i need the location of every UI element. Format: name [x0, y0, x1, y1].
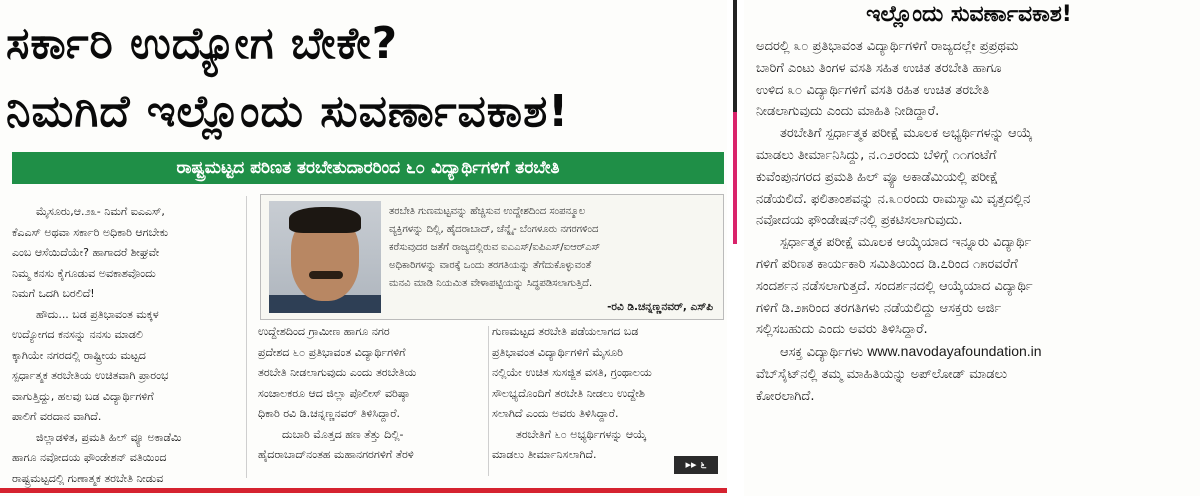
col2-line: ಪ್ರದೇಶದ ೬೦ ಪ್ರತಿಭಾವಂತ ವಿದ್ಯಾರ್ಥಿಗಳಿಗೆ: [258, 345, 406, 359]
col1-line: ಕ್ಕಾಗಿಯೇ ನಗರದಲ್ಲಿ ರಾಷ್ಟ್ರೀಯ ಮಟ್ಟದ: [12, 348, 146, 362]
col1-line: ಪಾಲಿಗೆ ವರದಾನ ವಾಗಿದೆ.: [12, 410, 102, 423]
quote-line: ಕರೆಸುವುದರ ಜತೆಗೆ ರಾಜ್ಯದಲ್ಲಿರುವ ಐಎಎಸ್/ಐಪಿಎಸ್/ಐಆರ್‌ಎಸ್: [389, 242, 601, 253]
sidebar-line: ಸಂದರ್ಶನ ನಡೆಸಲಾಗುತ್ತದೆ. ಸಂದರ್ಶನದಲ್ಲಿ ಆಯ್ಕೆಯಾದ ವಿದ್ಯಾರ್ಥಿ: [756, 278, 1033, 294]
sidebar-line: ಮಾಡಲು ತೀರ್ಮಾನಿಸಿದ್ದು, ನ.೧೨ರಂದು ಬೆಳಿಗ್ಗೆ ೧೧ಗಂಟೆಗೆ: [756, 147, 997, 163]
sidebar-line: [756, 341, 1192, 364]
sidebar-line: ವೆಬ್‌ಸೈಟ್‌ನಲ್ಲಿ ತಮ್ಮ ಮಾಹಿತಿಯನ್ನು ಅಪ್‌ಲೋಡ್ ಮಾಡಲು: [756, 366, 1008, 382]
col1-line: ಜಿಲ್ಲಾಡಳಿತ, ಪ್ರಮತಿ ಹಿಲ್ ವ್ಯೂ ಅಕಾಡೆಮಿ: [36, 430, 182, 444]
quote-box: [260, 194, 724, 320]
footer-red-rule: [0, 488, 727, 493]
col1-line: ಹಾಗೂ ನವೋದಯ ಫೌಂಡೇಶನ್ ವತಿಯಿಂದ: [12, 451, 167, 464]
col3-line: ಗುಣಮಟ್ಟದ ತರಬೇತಿ ಪಡೆಯಲಾಗದ ಬಡ: [492, 325, 639, 338]
col2-line: ಧಿಕಾರಿ ರವಿ ಡಿ.ಚನ್ನಣ್ಣನವರ್ ತಿಳಿಸಿದ್ದಾರೆ.: [258, 407, 401, 420]
subheading-banner: ರಾಷ್ಟ್ರಮಟ್ಟದ ಪರಿಣತ ತರಬೇತುದಾರರಿಂದ ೬೦ ವಿದ್ಯಾರ್ಥಿಗಳಿಗೆ ತರಬೇತಿ: [12, 152, 724, 184]
headline-line-2: ನಿಮಗಿದೆ ಇಲ್ಲೊಂದು ಸುವರ್ಣಾವಕಾಶ!: [6, 86, 570, 137]
sidebar-line: ಕುವೆಂಪುನಗರದ ಪ್ರಮತಿ ಹಿಲ್ ವ್ಯೂ ಅಕಾಡೆಮಿಯಲ್ಲಿ ಪರೀಕ್ಷೆ: [756, 169, 999, 185]
sidebar-line: ಸ್ಪರ್ಧಾತ್ಮಕ ಪರೀಕ್ಷೆ ಮೂಲಕ ಆಯ್ಕೆಯಾದ ಇನ್ನೂರು ವಿದ್ಯಾರ್ಥಿ: [780, 235, 1032, 251]
quote-byline: -ರವಿ ಡಿ.ಚನ್ನಣ್ಣನವರ್, ಎಸ್‌ಪಿ: [607, 301, 713, 313]
col3-line: ಸಲಾಗಿದೆ ಎಂದು ಅವರು ತಿಳಿಸಿದ್ದಾರೆ.: [492, 407, 619, 420]
col1-line: ವಾಗುತ್ತಿದ್ದು, ಹಲವು ಬಡ ವಿದ್ಯಾರ್ಥಿಗಳಿಗೆ: [12, 389, 154, 403]
quote-line: ಅಧಿಕಾರಿಗಳನ್ನು ವಾರಕ್ಕೆ ಒಂದು ತರಗತಿಯನ್ನು ತೆಗೆದುಕೊಳ್ಳುವಂತೆ: [389, 260, 592, 271]
continued-marker: ▸▸ ೬: [674, 456, 718, 474]
margin-rule-dark: [733, 0, 737, 112]
sidebar-line: ಗಳಿಗೆ ಡಿ.೨೫ರಿಂದ ತರಗತಿಗಳು ನಡೆಯಲಿದ್ದು ಆಸಕ್ತರು ಅರ್ಜಿ: [756, 300, 1002, 316]
sidebar-line: ಗಳಿಗೆ ಪರಿಣತ ಕಾರ್ಯಕಾರಿ ಸಮಿತಿಯಿಂದ ಡಿ.೭ರಿಂದ ೧೫ರವರೆಗೆ: [756, 256, 1018, 272]
col3-line: ನಲ್ಲಿಯೇ ಉಚಿತ ಸುಸಜ್ಜಿತ ವಸತಿ, ಗ್ರಂಥಾಲಯ: [492, 366, 652, 379]
col1-line: ಮೈಸೂರು,ಆ.೨೩- ನಿಮಗೆ ಐಎಎಸ್,: [36, 205, 165, 218]
sidebar-line: ಉಳಿದ ೩೦ ವಿದ್ಯಾರ್ಥಿಗಳಿಗೆ ವಸತಿ ರಹಿತ ಉಚಿತ ತರಬೇತಿ: [756, 82, 990, 98]
col1-line: ಹೌದು... ಬಡ ಪ್ರತಿಭಾವಂತ ಮಕ್ಕಳ: [36, 307, 159, 321]
quote-text: [389, 203, 719, 293]
col2-line: ತರಬೇತಿ ನೀಡಲಾಗುವುದು ಎಂದು ತರಬೇತಿಯ: [258, 366, 417, 379]
portrait-photo: [269, 201, 381, 313]
col2-line: ಹೈದರಾಬಾದ್‌ನಂತಹ ಮಹಾನಗರಗಳಿಗೆ ತೆರಳಿ: [258, 448, 414, 461]
col2-line: ಉದ್ದೇಶದಿಂದ ಗ್ರಾಮೀಣ ಹಾಗೂ ನಗರ: [258, 325, 390, 338]
article-column-2: [258, 322, 486, 466]
sidebar-title: ಇಲ್ಲೊಂದು ಸುವರ್ಣಾವಕಾಶ!: [866, 2, 1072, 27]
margin-rule-pink: [733, 112, 737, 244]
sidebar-line: ತರಬೇತಿಗೆ ಸ್ಪರ್ಧಾತ್ಮಕ ಪರೀಕ್ಷೆ ಮೂಲಕ ಅಭ್ಯರ್ಥಿಗಳನ್ನು ಆಯ್ಕೆ: [780, 126, 1033, 142]
col1-line: ಸ್ಪರ್ಧಾತ್ಮಕ ತರಬೇತಿಯ ಉಚಿತವಾಗಿ ಪ್ರಾರಂಭ: [12, 369, 169, 382]
col1-line: ನಿಮಗೆ ಒದಗಿ ಬರಲಿದೆ!: [12, 287, 95, 300]
sidebar-line: ಅದರಲ್ಲಿ ೩೦ ಪ್ರತಿಭಾವಂತ ವಿದ್ಯಾರ್ಥಿಗಳಿಗೆ ರಾಜ್ಯದಲ್ಲೇ ಪ್ರಪ್ರಥಮ: [756, 39, 1019, 54]
sidebar-line: ಬಾರಿಗೆ ಎಂಟು ತಿಂಗಳ ವಸತಿ ಸಹಿತ ಉಚಿತ ತರಬೇತಿ ಹಾಗೂ: [756, 60, 1002, 76]
col3-line: ಮಾಡಲು ತೀರ್ಮಾನಿಸಲಾಗಿದೆ.: [492, 448, 597, 461]
sidebar-line: ನಡೆಯಲಿದೆ. ಫಲಿತಾಂಶವನ್ನು ನ.೩೦ರಂದು ರಾಮಸ್ವಾಮಿ ವೃತ್ತದಲ್ಲಿನ: [756, 191, 1031, 207]
col3-line: ತರಬೇತಿಗೆ ೬೦ ಅಭ್ಯರ್ಥಿಗಳನ್ನು ಆಯ್ಕೆ: [516, 427, 647, 441]
quote-line: ಮನವಿ ಮಾಡಿ ನಿಯಮಿತ ವೇಳಾಪಟ್ಟಿಯನ್ನು ಸಿದ್ಧಪಡಿಸಲಾಗುತ್ತಿದೆ.: [389, 278, 593, 289]
col1-line: ಉದ್ಯೋಗದ ಕನಸನ್ನು ನನಸು ಮಾಡಲಿ: [12, 328, 143, 341]
col3-line: ಪ್ರತಿಭಾವಂತ ವಿದ್ಯಾರ್ಥಿಗಳಿಗೆ ಮೈಸೂರಿ: [492, 345, 623, 359]
article-column-3: [492, 322, 722, 466]
sidebar-line: ಸಲ್ಲಿಸಬಹುದು ಎಂದು ಅವರು ತಿಳಿಸಿದ್ದಾರೆ.: [756, 322, 928, 338]
article-column-1: [12, 202, 240, 489]
sidebar-line-prefix: ಆಸಕ್ತ ವಿದ್ಯಾರ್ಥಿಗಳು: [780, 345, 868, 361]
col1-line: ನಿಮ್ಮ ಕನಸು ಕೈಗೂಡುವ ಅವಕಾಶವೊಂದು: [12, 266, 156, 280]
col1-line: ರಾಷ್ಟ್ರಮಟ್ಟದಲ್ಲಿ ಗುಣಾತ್ಮಕ ತರಬೇತಿ ನೀಡುವ: [12, 471, 164, 485]
col2-line: ಸಂಚಾಲಕರೂ ಆದ ಜಿಲ್ಲಾ ಪೊಲೀಸ್ ವರಿಷ್ಠಾ: [258, 386, 410, 400]
col1-line: ಎಂಬ ಆಸೆಯಿದೆಯೇ? ಹಾಗಾದರೆ ಶೀಘ್ರವೇ: [12, 246, 160, 259]
sidebar-line: ನವೋದಯ ಫೌಂಡೇಷನ್‌ನಲ್ಲಿ ಪ್ರಕಟಿಸಲಾಗುವುದು.: [756, 213, 963, 229]
col3-line: ಸೌಲಭ್ಯದೊಂದಿಗೆ ತರಬೇತಿ ನೀಡಲು ಉದ್ದೇಶಿ: [492, 386, 645, 400]
headline-line-1: ಸರ್ಕಾರಿ ಉದ್ಯೋಗ ಬೇಕೇ?: [6, 18, 399, 69]
col1-line: ಕೆಎಎಸ್ ಅಥವಾ ಸರ್ಕಾರಿ ಅಧಿಕಾರಿ ಆಗಬೇಕು: [12, 225, 169, 239]
sidebar-line: ಕೋರಲಾಗಿದೆ.: [756, 388, 815, 404]
column-divider: [488, 326, 489, 476]
column-divider: [246, 196, 247, 478]
sidebar-body: [756, 36, 1192, 408]
quote-line: ವ್ಯಕ್ತಿಗಳನ್ನು ದಿಲ್ಲಿ, ಹೈದರಾಬಾದ್, ಚೆನ್ನೈ- ಬೆಂಗಳೂರು ನಗರಗಳಿಂದ: [389, 224, 599, 235]
website-url: www.navodayafoundation.in: [867, 343, 1042, 360]
quote-line: ತರಬೇತಿ ಗುಣಮಟ್ಟವನ್ನು ಹೆಚ್ಚಿಸುವ ಉದ್ದೇಶದಿಂದ ಸಂಪನ್ಮೂಲ: [389, 206, 586, 217]
sidebar-line: ನೀಡಲಾಗುವುದು ಎಂದು ಮಾಹಿತಿ ನೀಡಿದ್ದಾರೆ.: [756, 104, 940, 120]
sidebar-clipping: [744, 0, 1200, 496]
col2-line: ದುಬಾರಿ ಮೊತ್ತದ ಹಣ ತೆತ್ತು ದಿಲ್ಲಿ-: [282, 427, 404, 441]
